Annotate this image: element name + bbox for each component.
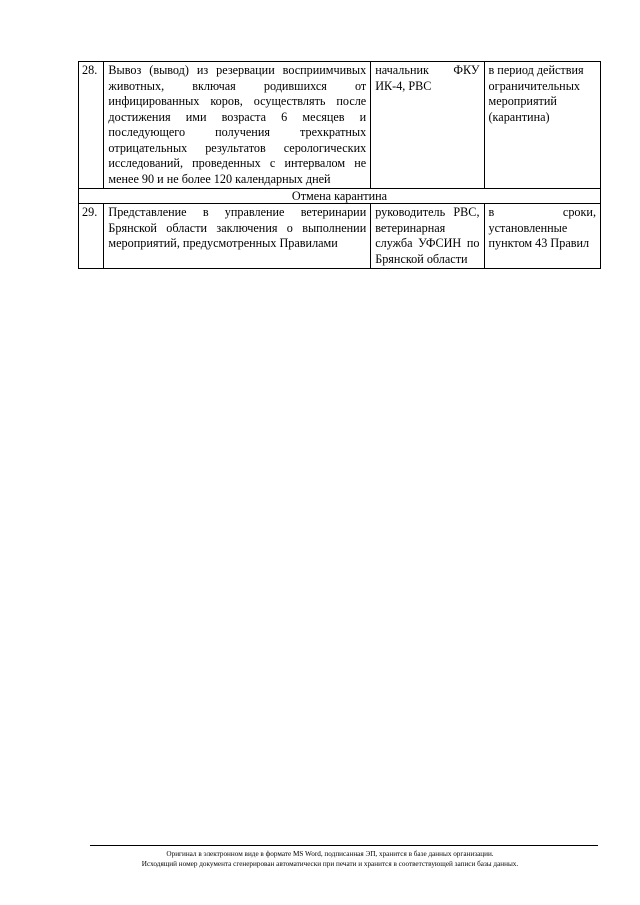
row-number: 29. (79, 204, 104, 269)
row-number: 28. (79, 62, 104, 189)
row-term: в сроки, установленные пунктом 43 Правил (484, 204, 601, 269)
footer-note-number: Исходящий номер документа сгенерирован автоматически при печати и хранится в соответствующей записи базы данных. (141, 860, 519, 868)
row-description: Вывоз (вывод) из резервации восприимчивых животных, включая родившихся от инфицированных коров, осуществлять после достижения ими возраста 6 месяцев и последующего получения трехкратных отрицательных результатов серологических исследований, проведенных с интервалом не менее 90 и не более 120 календарных дней (104, 62, 371, 189)
table-row (79, 204, 601, 269)
row-responsible: начальник ФКУ ИК-4, РВС (371, 62, 484, 189)
row-responsible: руководитель РВС, ветеринарная служба УФСИН по Брянской области (371, 204, 484, 269)
section-title: Отмена карантина (79, 189, 601, 204)
section-header-row (79, 189, 601, 204)
footer-divider (90, 845, 598, 846)
row-description: Представление в управление ветеринарии Брянской области заключения о выполнении мероприятий, предусмотренных Правилами (104, 204, 371, 269)
row-term: в период действия ограничительных мероприятий (карантина) (484, 62, 601, 189)
table-row (79, 62, 601, 189)
footer-note-original: Оригинал в электронном виде в формате MS Word, подписанная ЭП, хранится в базе данных организации. (166, 850, 494, 858)
measures-table (78, 61, 601, 269)
